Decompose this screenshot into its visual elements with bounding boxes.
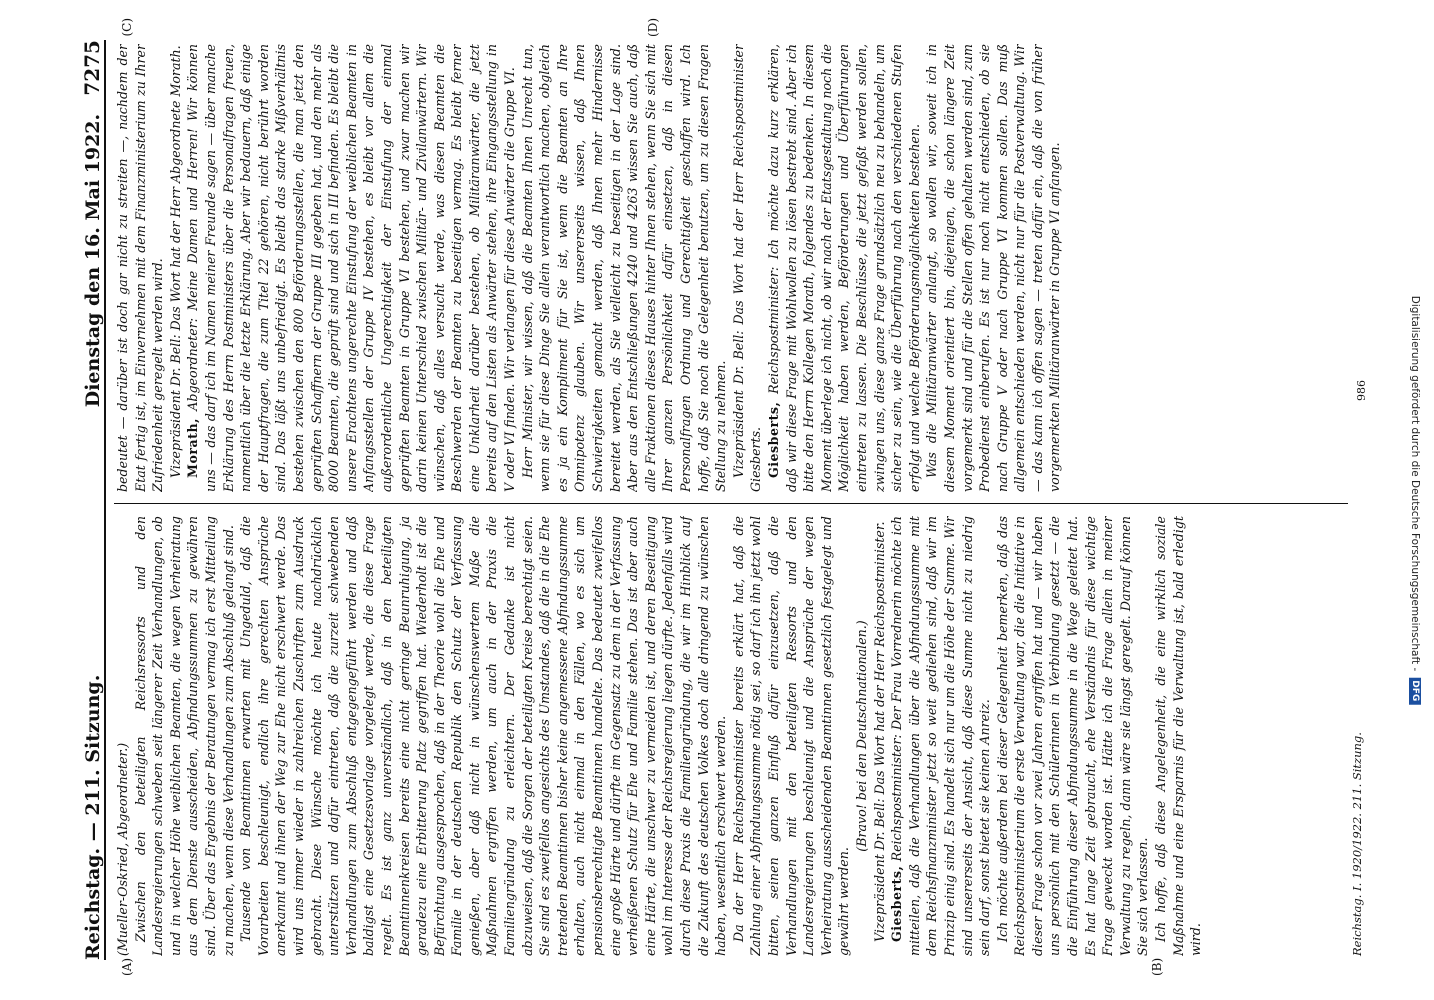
- speaker-name: Morath,: [185, 418, 201, 478]
- paragraph: Da der Herr Reichspostminister bereits erklärt hat, daß die Zahlung einer Abfindungssumme nötig sei, so darf ich ihn jetzt wohl bitten, seinen ganzen Einfluß dafür einzusetzen, daß die Verhandlungen mit den beteiligten Ressorts und den Landesregierungen beschleunigt und die Ansprüche der wegen Verheiratung ausscheidenden Beamtinnen gesetzlich festgelegt und gewährt werden.: [730, 516, 852, 956]
- speech-text: Reichspostminister: Ich möchte dazu kurz erklären, daß wir diese Frage mit Wohlwollen zu lösen bestrebt sind. Aber ich bitte den Herrn Kollegen Morath, folgendes zu bedenken. In diesem Moment überlege ich nicht, ob wir nach der Etatsgestaltung noch die Möglichkeit haben werden, Beförderungen und Überführungen eintreten zu lassen. Die Beschlüsse, die jetzt gefaßt werden sollen, zwingen uns, diese ganze Frage grundsätzlich neu zu behandeln, um sicher zu sein, wie die Überführung nach den verschiedenen Stufen erfolgt und welche Beförderungsmöglichkeiten bestehen.: [765, 44, 922, 492]
- rotated-newspaper-page: [70, 20, 1366, 980]
- speaker-name: Giesberts,: [765, 401, 781, 478]
- paragraph: Tausende von Beamtinnen erwarten mit Ungeduld, daß die Vorarbeiten beschleunigt, endlich ihre gerechten Ansprüche anerkannt und ihnen der Weg zur Ehe nicht erschwert werde. Das wird uns immer wieder in zahlreichen Zuschriften zum Ausdruck gebracht. Diese Wünsche möchte ich heute nachdrücklich unterstützen und dafür eintreten, daß die zurzeit schwebenden Verhandlungen zum Abschluß entgegengeführt werden und daß baldigst eine Gesetzesvorlage vorgelegt werde, die diese Frage regelt. Es ist ganz unverständlich, daß in den beteiligten Beamtinnenkreisen bereits eine nicht geringe Beunruhigung, ja geradezu eine Erbitterung Platz gegriffen hat. Wiederholt ist die Befürchtung ausgesprochen, daß in der Theorie wohl die Ehe und Familie in der deutschen Republik den Schutz der Verfassung genießen, aber daß nicht in wünschenswertem Maße die Maßnahmen ergriffen werden, um auch in der Praxis die Familiengründung zu erleichtern. Der Gedanke ist nicht abzuweisen, daß die Sorgen der beteiligten Kreise berechtigt seien. Sie sind es zweifellos angesichts des Umstandes, daß die in die Ehe tretenden Beamtinnen bisher keine angemessene Abfindungssumme erhalten, auch nicht einmal in den Fällen, wo es sich um pensionsberechtigte Beamtinnen handelte. Das bedeutet zweifellos eine große Härte und dürfte im Gegensatz zu dem in der Verfassung verheißenen Schutz für Ehe und Familie stehen. Das ist aber auch eine Härte, die unschwer zu vermeiden ist, und deren Beseitigung wohl im Interesse der Reichsregierung liegen dürfte. Jedenfalls wird durch diese Praxis die Familiengründung, die wir im Hinblick auf die Zukunft des deutschen Volkes doch alle dringend zu wünschen haben, wesentlich erschwert werden.: [238, 516, 729, 956]
- speech-paragraph: [765, 44, 923, 492]
- header-right: Dienstag den 16. Mai 1922.: [82, 113, 104, 408]
- margin-marker-c: (C): [120, 18, 134, 37]
- speaker-name: Giesberts,: [889, 865, 905, 942]
- footer-number: 986: [1355, 380, 1368, 401]
- paragraph: Was die Militäranwärter anlangt, so wollen wir, soweit ich in diesem Moment orientiert bin, diejenigen, die schon längere Zeit vorgemerkt sind und für die Stellen offen gehalten werden sind, zum Probedienst einberufen. Es ist nur noch nicht entschieden, ob sie nach Gruppe V oder nach Gruppe VI kommen sollen. Das muß allgemein entschieden werden, nicht nur für die Postverwaltung. Wir — das kann ich offen sagen — treten dafür ein, daß die von früher vorgemerkten Militäranwärter in Gruppe VI anfangen.: [924, 44, 1063, 492]
- speech-text: Reichspostminister: Der Frau Vorrednerin möchte ich mitteilen, daß die Verhandlungen über die Abfindungssumme mit dem Reichsfinanzminister jetzt so weit gediehen sind, daß wir im Prinzip einig sind. Es handelt sich nur um die Höhe der Summe. Wir sind unsererseits der Ansicht, daß diese Summe nicht zu niedrig sein darf, sonst bietet sie keinen Anreiz.: [889, 516, 993, 956]
- page-header: [76, 40, 106, 960]
- paragraph: Zwischen den beteiligten Reichsressorts und den Landesregierungen schweben seit längerer Zeit Verhandlungen, ob und in welcher Höhe weiblichen Beamten, die wegen Verheiratung aus dem Dienste ausscheiden, Abfindungssummen zu gewähren sind. Über das Ergebnis der Beratungen vermag ich erst Mitteilung zu machen, wenn diese Verhandlungen zum Abschluß gelangt sind.: [132, 516, 236, 956]
- page-number: 7275: [80, 40, 104, 96]
- speech-text: Abgeordneter: Meine Damen und Herren! Wir können uns — das darf ich im Namen meiner Freunde sagen — über manche Erklärung des Herrn Postministers über die Personalfragen freuen, namentlich über die letzte Erklärung. Aber wir bedauern, daß einige der Hauptfragen, die zum Titel 22 gehören, nicht berührt worden sind. Das läßt uns unbefriedigt. Es bleibt das starke Mißverhältnis bestehen zwischen den 800 Beförderungsstellen, die man jetzt den geprüften Schaffnern der Gruppe III gegeben hat, und den mehr als 8000 Beamten, die geprüft sind und sich in III befinden. Es bleibt die unsere Erachtens ungerechte Einstufung der weiblichen Beamten in Anfangsstellen der Gruppe IV bestehen, es bleibt vor allem die außerordentliche Ungerechtigkeit der Einstufung der einmal geprüften Beamten in Gruppe VI bestehen, und zwar machen wir darin keinen Unterschied zwischen Militär- und Zivilanwärtern. Wir wünschen, daß alles versucht werde, was diesen Beamten die Beschwerden der Beamten zu beseitigen vermag. Es bleibt ferner eine Unklarheit darüber bestehen, ob Militäranwärter, die jetzt bereits auf den Listen als Anwärter stehen, ihre Eingangsstellung in V oder VI finden. Wir verlangen für diese Anwärter die Gruppe VI.: [185, 44, 518, 492]
- right-column: [114, 44, 1348, 492]
- president-statement: Vizepräsident Dr. Bell: Das Wort hat der Herr Abgeordnete Morath.: [167, 45, 183, 478]
- paragraph: Ich hoffe, daß diese Angelegenheit, die eine wirklich soziale Maßnahme und eine Ersparnis für die Verwaltung ist, bald erledigt wird.: [1153, 516, 1204, 956]
- applause-note: (Bravo! bei den Deutschnationalen.): [853, 620, 869, 852]
- speaker-continued: (Mueller-Oskried, Abgeordneter.): [115, 742, 130, 956]
- column-divider: [114, 503, 1348, 504]
- speech-paragraph: [888, 516, 994, 956]
- footline: Reichstag. I. 1920/1922. 211. Sitzung.: [1350, 732, 1364, 956]
- president-statement: Vizepräsident Dr. Bell: Das Wort hat der Herr Reichspostminister Giesberts.: [730, 44, 764, 492]
- margin-marker-b: (B): [1150, 957, 1164, 976]
- paragraph: Herr Minister, wir wissen, daß die Beamten Ihnen Unrecht tun, wenn sie für diese Dinge Sie allein verantwortlich machen, obgleich es ja ein Kompliment für Sie ist, wenn die Beamten an Ihre Omnipotenz glauben. Wir unsererseits wissen, daß Ihnen Schwierigkeiten gemacht werden, daß Ihnen mehr Hindernisse bereitet werden, als Sie vielleicht zu beseitigen in der Lage sind. Aber aus den Entschließungen 4240 und 4263 wissen Sie auch, daß alle Fraktionen dieses Hauses hinter Ihnen stehen, wenn Sie sich mit Ihrer ganzen Persönlichkeit dafür einsetzen, daß in diesen Personalfragen Ordnung und Gerechtigkeit geschaffen wird. Ich hoffe, daß Sie noch die Gelegenheit benutzen, um zu diesen Fragen Stellung zu nehmen.: [519, 44, 729, 492]
- paragraph: Ich möchte außerdem bei dieser Gelegenheit bemerken, daß das Reichspostministerium die erste Verwaltung war, die die Initiative in dieser Frage schon vor zwei Jahren ergriffen hat und — wir haben uns persönlich mit den Schülerinnen in Verbindung gesetzt — die die Einführung dieser Abfindungssumme in die Wege geleitet hat. Es hat lange Zeit gebraucht, ehe Verständnis für diese wichtige Frage geweckt worden ist. Hätte ich die Frage allein in meiner Verwaltung zu regeln, dann wäre sie längst geregelt. Darauf können Sie sich verlassen.: [994, 516, 1151, 956]
- margin-marker-d: (D): [646, 18, 660, 37]
- left-column: [114, 516, 1348, 956]
- speech-paragraph: [184, 44, 518, 492]
- header-left: Reichstag. — 211. Sitzung.: [82, 674, 104, 960]
- president-statement: Vizepräsident Dr. Bell: Das Wort hat der Herr Reichspostminister.: [871, 521, 887, 942]
- digitization-text: Digitalisierung gefördert durch die Deutsche Forschungsgemeinschaft -: [1409, 295, 1421, 672]
- dfg-logo-icon: DFG: [1409, 677, 1421, 704]
- margin-marker-a: (A): [120, 957, 134, 976]
- paragraph: bedeutet — darüber ist doch gar nicht zu streiten —, nachdem der Etat fertig ist, im Einvernehmen mit dem Finanzministerium zu Ihrer Zufriedenheit geregelt werden wird.: [115, 44, 166, 492]
